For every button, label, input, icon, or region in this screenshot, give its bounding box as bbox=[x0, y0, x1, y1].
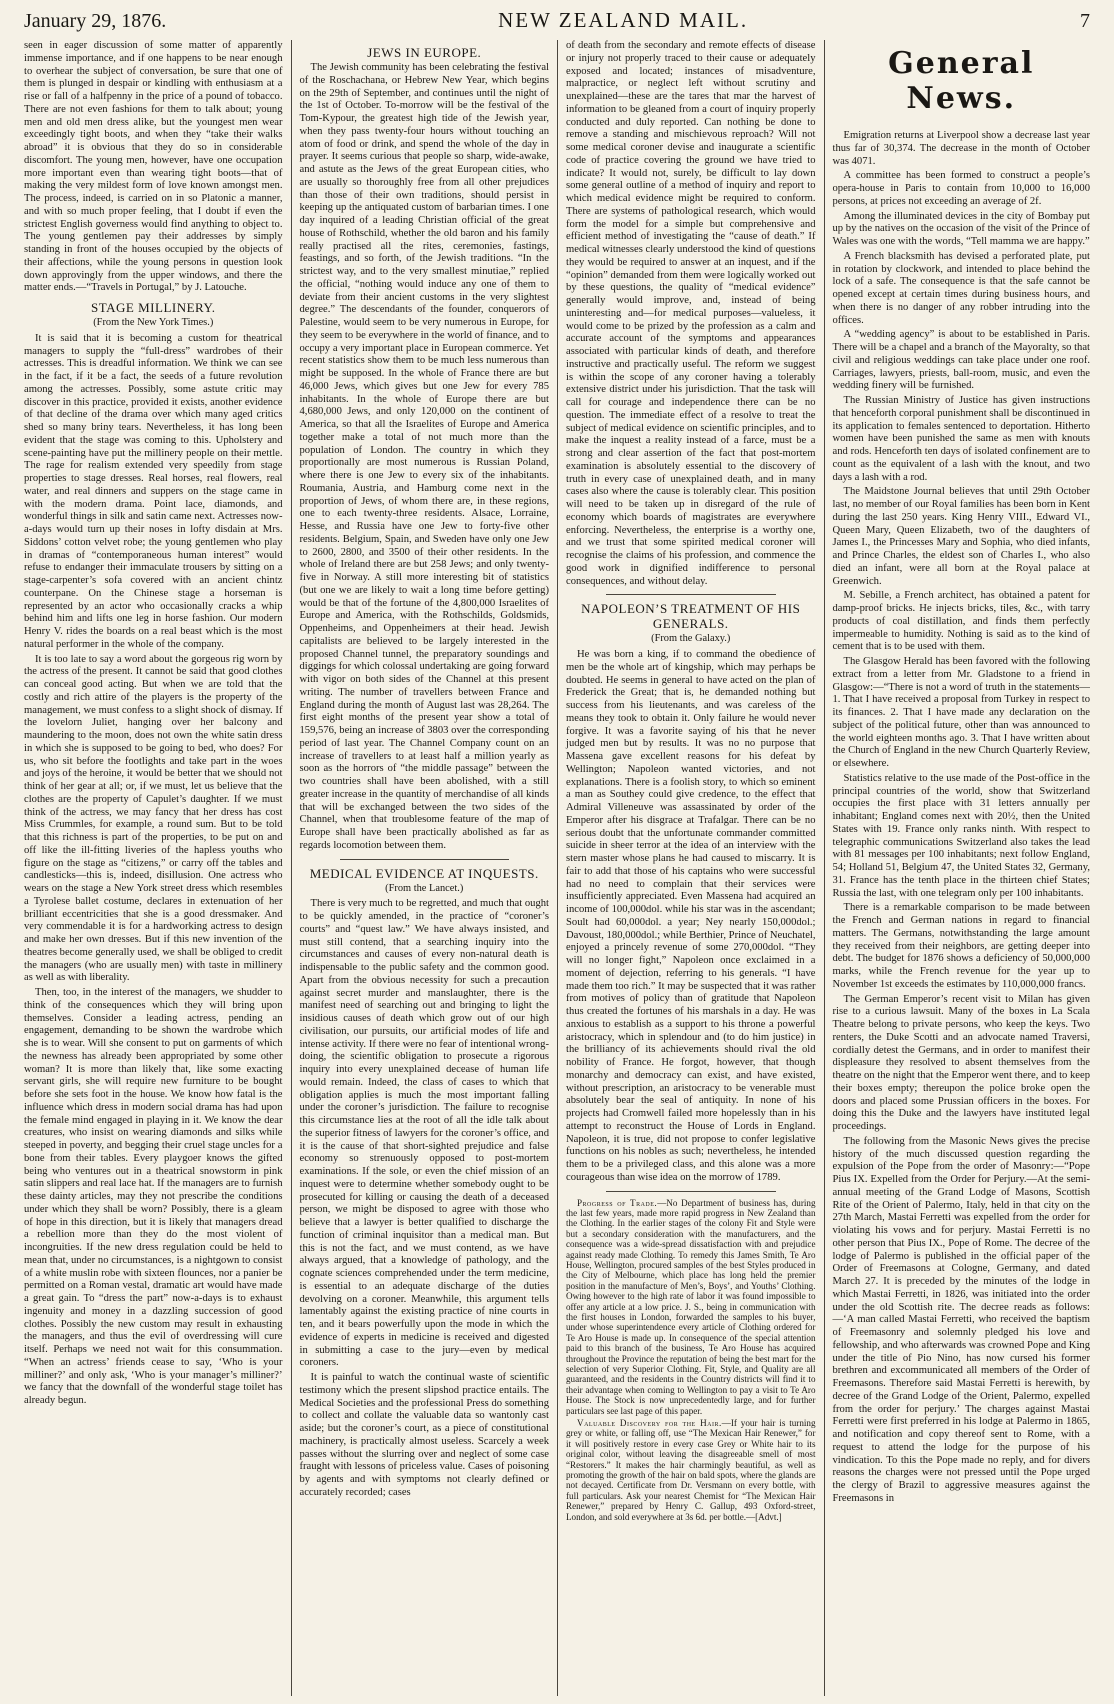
stage-millinery-heading: STAGE MILLINERY. bbox=[91, 300, 216, 315]
news-item: A committee has been formed to construct a people’s opera-house in Paris to contain from 10,000 to 16,000 persons, at prices not exceeding an average of 2f. bbox=[832, 170, 1090, 207]
article-paragraph: He was born a king, if to command the obedience of men be the whole art of kingship, which may perhaps be doubted. He seems in general to have acted on the plan of Frederick the Great; that is, he demanded nothing but success from his lieutenants, and was careless of the means they took to obtain it. Only failure he would never forgive. It was a favorite saying of his that he never judged men but by results. It was no no purpose that Massena gave excellent reasons for his defeat by Wellington; Napoleon wanted victories, and not explanations. There is a foolish story, to which so eminent a man as Southey could give credence, to the effect that Admiral Villeneuve was assassinated by order of the Emperor after his disgrace at Trafalgar. There can be no serious doubt that the unfortunate commander committed suicide in sheer terror at the idea of an interview with the stern master whose plans he had caused to miscarry. It is fair to add that those of his captains who were successful had no need to complain that their services were insufficiently appreciated. Even Massena had acquired an income of 100,000dol. while his star was in the ascendant; Soult had 60,000dol. a year; Ney nearly 150,000dol.; Davoust, 180,000dol.; while Berthier, Prince of Neuchatel, enjoyed a princely revenue of some 270,000dol. “They will no longer fight,” Napoleon once exclaimed in a moment of dejection, referring to his generals. “I have made them too rich.” It may be suspected that it was rather from motives of policy than of gratitude that Napoleon thus created the fortunes of his marshals in a day. He was anxious to establish as a support to his throne a powerful aristocracy, which in splendour and (to do him justice) in the brilliancy of its achievements should rival the old nobility of France. He forgot, however, that though monarchy and democracy can exist, and have existed, without prescription, an aristocracy to be venerable must absolutely bear the seal of antiquity. In none of his projects had Cromwell failed more hopelessly than in his attempt to reconstruct the House of Lords in England. Napoleon, it is true, did not propose to confer legislative functions on his nobles as such; nevertheless, he intended them to be a privileged class, and this alone was a more courageous than wise idea on the morrow of 1789. bbox=[566, 649, 816, 1183]
news-item: The following from the Masonic News gives the precise history of the much discussed question regarding the expulsion of the Pope from the order of Masonry:—“Pope Pius IX. Expelled from the Order for Perjury.—At the semi-annual meeting of the Grand Lodge of Masons, Scottish Rite of the Orient of Palermo, Italy, held in that city on the 27th March, Mastai Ferretti was expelled from the order for violating his vows and for perjury. Mastai Ferretti is no other person that Pius IX., Pope of Rome. The decree of the lodge of Palermo is published in the official paper of the Order of Freemasons at Cologne, Germany, and dated March 27. It is preceded by the minutes of the lodge in which Mastai Ferretti, in 1826, was initiated into the order under the old Scottish rite. The decree reads as follows: —‘A man called Mastai Ferretti, who received the baptism of Freemasonry and solemnly pledged his love and fellowship, and who afterwards was crowned Pope and King under the title of Pio Nino, has now cursed his former brethren and excommunicated all members of the Order of Freemasons. Therefore said Mastai Ferretti is herewith, by decree of the Grand Lodge of the Orient, Palermo, expelled from the order for perjury.’ The charges against Mastai Ferretti were first preferred in his lodge at Palermo in 1865, and notification and copy thereof sent to Rome, with a request to attend the lodge for the purpose of his vindication. To this the Pope made no reply, and for divers reasons the charges were not pressed until the Pope urged the clergy of Brazil to aggressive measures against the Freemasons in bbox=[832, 1135, 1090, 1504]
masthead bbox=[24, 8, 1090, 42]
advert-lead: Progress of Trade. bbox=[577, 1197, 658, 1208]
article-paragraph: There is very much to be regretted, and much that ought to be quickly amended, in the practice of “coroner’s courts” and “quest law.” We have always insisted, and must still contend, that a searching inquiry into the circumstances and causes of every non-natural death is indispensable to the public safety and the common good. Apart from the obvious necessity for such a precaution against secret murder and manslaughter, there is the manifest need of searching out and bringing to light the insidious causes of death which grow out of our high civilisation, our pursuits, our artificial modes of life and intense activity. If there were no fear of intentional wrong-doing, the scientific obligation to prosecute a rigorous inquiry into every unexplained decease of human life would remain. Indeed, the class of cases to which that obligation applies is much the most important falling under the coroner’s jurisdiction. The failure to recognise this circumstance lies at the root of all the idle talk about the superior fitness of lawyers for the coroner’s office, and it is the cause of that short-sighted prejudice and false economy so strenuously opposed to post-mortem examinations. If the sole, or even the chief mission of an inquest were to determine whether somebody ought to be prosecuted for killing or causing the death of a deceased person, we might be disposed to agree with those who believe that a lawyer is better qualified to discharge the function of criminal inquisitor than a medical man. But this is not the fact, and we must contend, as we have always argued, that a knowledge of pathology, and the cognate sciences comprehended under the term medicine, is essential to an adequate discharge of the duties devolving on a coroner. Meanwhile, this argument tells lamentably against the existing practice of nine courts in ten, and it bears powerfully upon the mode in which the evidence of experts in medicine is received and digested in submitting a case to the jury—even by medical coroners. bbox=[299, 898, 549, 1369]
general-news-heading: General News. bbox=[888, 46, 1035, 116]
news-item: M. Sebille, a French architect, has obtained a patent for damp-proof bricks. He injects bricks, tiles, &c., with tarry products of coal distillation, and finds them perfectly impermeable to humidity. Nothing is said as to the kind of cement that is to be used with them. bbox=[832, 590, 1090, 653]
article-paragraph: of death from the secondary and remote effects of disease or injury not properly traced to their cause or adequately exposed and located; instances of misadventure, malpractice, or neglect left without scrutiny and unexplained—these are the tares that mar the harvest of information to be gleaned from a court of inquiry properly conducted and duly reported. Can nothing be done to remove a standing and mischievous reproach? Will not some medical coroner devise and inaugurate a scientific code of practice covering the ground we have tried to indicate? It would not, surely, be difficult to lay down some general outline of a method of inquiry and report to which medical evidence might be required to conform. There are systems of pathological research, which would form the model for a simple but comprehensive and efficient method of investigating the “cause of death.” If medical witnesses clearly understood the kind of questions they would be required to answer at an inquest, and if the “opinion” demanded from them were logically worked out by these questions, the quality of “medical evidence” generally would improve, and, instead of being uninteresting and—for medical purposes—valueless, it would come to be prized by the profession as a calm and accurate account of the symptoms and appearances associated with particular kinds of death, and therefore instructive and practically useful. The reform we suggest is within the scope of any coroner having a tolerably extensive district under his jurisdiction. That the task will call for courage and independence there can be no question. The immediate effect of a resolve to treat the subject of medical evidence on scientific principles, and to make the inquest a reality instead of a farce, must be a strong and clear assertion of the fact that post-mortem examination is absolutely essential to the discovery of truth in every case of unexplained death, and in many cases also where the cause is tolerably clear. This position will need to be taken up in disregard of the rule of economy which boards of magistrates are everywhere enforcing. Nevertheless, the enterprise is a worthy one, and we trust that some spirited medical coroner will recognise the claims of his profession, and commence the good work in dignified indifference to personal consequences, and without delay. bbox=[566, 40, 816, 587]
news-item: Statistics relative to the use made of the Post-office in the principal countries of the world, show that Switzerland occupies the first place with 31 letters annually per inhabitant; England comes next with 20½, then the United States with 19. France only ranks ninth. With respect to telegraphic communications Switzerland also takes the lead with 81 messages per 100 inhabitants; next follow England, 54; Holland 51, Belgium 47, the United States 32, Germany, 31. France has the tenth place in the thirteen chief States; Russia the last, with one telegram only per 100 inhabitants. bbox=[832, 772, 1090, 899]
advert-paragraph bbox=[566, 1198, 816, 1417]
advert-text: —If your hair is turning grey or white, or falling off, use “The Mexican Hair Renewer,” for it will positively restore in every case Grey or White hair to its original color, without leaving the disagreeable smell of most “Restorers.” It makes the hair charmingly beautiful, as well as promoting the growth of the hair on bald spots, where the glands are not decayed. Certificate from Dr. Versmann on every bottle, with full particulars. Ask your nearest Chemist for “The Mexican Hair Renewer,” prepared by Henry C. Gallup, 493 Oxford-street, London, and sold everywhere at 3s 6d. per bottle.—[Advt.] bbox=[566, 1418, 816, 1522]
column-3 bbox=[557, 40, 824, 1696]
medical-evidence-heading: MEDICAL EVIDENCE AT INQUESTS. bbox=[309, 865, 539, 881]
news-item: Among the illuminated devices in the city of Bombay put up by the natives on the occasion of the visit of the Prince of Wales was one with the words, “Tell mamma we are happy.” bbox=[832, 210, 1090, 247]
napoleon-heading: NAPOLEON’S TREATMENT OF HIS GENERALS. bbox=[581, 601, 801, 632]
issue-date: January 29, 1876. bbox=[24, 10, 167, 32]
news-item: Emigration returns at Liverpool show a decrease last year thus far of 30,374. The decrease in the month of October was 4071. bbox=[832, 130, 1090, 167]
advert-text: —No Department of business has, during the last few years, made more rapid progress in New Zealand than the Clothing. In the earlier stages of the colony Fit and Style were but a secondary consideration with the manufacturers, and the consequence was a wide-spread dissatisfaction with and prejudice against ready made Clothing. To remedy this James Smith, Te Aro House, Wellington, procured samples of the best Styles produced in the City of Melbourne, which place has long held the premier position in the manufacture of Men’s, Boys’, and Youths’ Clothing. Owing however to the high rate of labor it was found impossible to offer any article at a low price. J. S., being in communication with the first houses in London, forwarded the samples to his buyer, under whose superintendence every article of Clothing ordered for Te Aro House is made up. In consequence of the special attention paid to this branch of the business, Te Aro House has acquired throughout the Province the reputation of being the best mart for the selection of very Superior Clothing. Fit, Style, and Quality are all guaranteed, and the residents in the Country districts will find it to their advantage when coming to Wellington to pay a visit to Te Aro House. The Stock is now unprecedentedly large, and for further particulars see last page of this paper. bbox=[566, 1197, 816, 1416]
advert-paragraph bbox=[566, 1418, 816, 1522]
news-item: There is a remarkable comparison to be made between the French and German nations in regard to financial matters. The Germans, notwithstanding the large amount they received from their neighbors, are getting deeper into debt. The budget for 1876 shows a deficiency of 50,000,000 marks, while the French revenue for the year up to November 1st exceeds the estimates by 110,000,000 francs. bbox=[832, 902, 1090, 990]
article-paragraph: It is said that it is becoming a custom for theatrical managers to supply the “full-dress” wardrobes of their actresses. This is dreadful information. We think we can see in the fact, if it be a fact, the seeds of a future revolution among the actresses. Possibly, some astute critic may discover in this practice, provided it exists, another evidence of that decline of the drama over which many aged critics shed so many briny tears. Nevertheless, it has long been evident that the stage was coming to this. Upholstery and scene-painting have put the millinery people on their mettle. The rage for realism extended very speedily from stage properties to stage dresses. Real horses, real flowers, real water, and real dinners and suppers on the stage came in with the modern drama. Point lace, diamonds, and wonderful things in silk and satin came next. Actresses now-a-days would turn up their noses in lofty disdain at Mrs. Siddons’ cotton velvet robe; the young gentlemen who play in dramas of “contemporaneous human interest” would refuse to endanger their immaculate trousers by sitting on a stage-carpenter’s sofa covered with an ancient chintz counterpane. On the Chinese stage a horseman is represented by an actor who occasionally cracks a whip behind him and lifts one leg in horse fashion. Our modern Henry V. rides the boards on a real beast which is the most natural performer in the whole of the company. bbox=[24, 332, 283, 650]
news-item: The Glasgow Herald has been favored with the following extract from a letter from Mr. Gladstone to a friend in Glasgow:—“There is not a word of truth in the statements—1. That I have received a proposal from Turkey in respect to its finances. 2. That I have made any declaration on the subject of the political future, other than was announced to the world eighteen months ago. 3. That I have written about the Church of England in the new Church Quarterly Review, or elsewhere. bbox=[832, 656, 1090, 769]
article-paragraph: It is painful to watch the continual waste of scientific testimony which the present slipshod practice entails. The Medical Societies and the professional Press do something to collect and collate the valuable data so wantonly cast aside; but the coroner’s court, as a piece of constitutional machinery, is practically almost useless. Scarcely a week passes without the slurring over and neglect of some case fraught with lessons of priceless value. Cases of poisoning by agents and with symptoms not clearly defined or accurately recorded; cases bbox=[299, 1372, 549, 1498]
divider bbox=[340, 859, 510, 860]
advert-lead: Valuable Discovery for the Hair. bbox=[577, 1418, 722, 1429]
page-number: 7 bbox=[1079, 10, 1090, 32]
news-item: A “wedding agency” is about to be established in Paris. There will be a chapel and a branch of the Mayoralty, so that civil and religious weddings can take place under one roof. Carriages, lawyers, priests, ball-room, music, and even the wedding finery will be furnished. bbox=[832, 329, 1090, 392]
news-item: The Maidstone Journal believes that until 29th October last, no member of our Royal families has been born in Kent during the last 250 years. King Henry VIII., Edward VI., Queen Mary, Queen Elizabeth, two of the daughters of James I., the Princesses Mary and Sophia, who died infants, and Prince Charles, the eldest son of Charles I., who also died an infant, were all born at the Royal palace at Greenwich. bbox=[832, 486, 1090, 587]
medical-evidence-source: (From the Lancet.) bbox=[385, 882, 464, 894]
news-item: The Russian Ministry of Justice has given instructions that henceforth corporal punishment shall be discontinued in its application to females sentenced to deportation. Hitherto women have been punished the same as men with knouts and rods. Henceforth ten days of isolated confinement are to count as the equivalent of a lash with the knout, and two days a lash with a rod. bbox=[832, 395, 1090, 483]
article-paragraph: seen in eager discussion of some matter of apparently immense importance, and if one happens to be near enough to overhear the subject of conversation, be sure that one of them is plunged in despair or kindling with enthusiasm at a rise or fall of a halfpenny in the price of a pound of tobacco. There are not even fashions for them to talk about; young men and old men dress alike, but the youngest men wear exceedingly tight boots, and when they “take their walks abroad” it is obvious that they do so in considerable discomfort. The young men, however, have one occupation more important even than wearing tight boots—that of making the very mildest form of love known amongst men. The process, indeed, is carried on in so Platonic a manner, and with so much proper feeling, that I doubt if even the strictest English governess would find anything to object to. The young gentlemen pay their addresses by simply standing in front of the houses occupied by the objects of their affections, while the young persons in question look down approvingly from the upper windows, and there the matter ends.—“Travels in Portugal,” by J. Latouche. bbox=[24, 40, 283, 294]
jews-in-europe-heading: JEWS IN EUROPE. bbox=[367, 45, 482, 60]
column-2 bbox=[291, 40, 558, 1696]
stage-millinery-source: (From the New York Times.) bbox=[93, 317, 214, 328]
advertisements bbox=[566, 1198, 816, 1523]
article-paragraph: It is too late to say a word about the gorgeous rig worn by the actress of the present. It cannot be said that good clothes can conceal good acting. But when we are told that the costly and rich attire of the players is the property of the management, we must confess to a slight shock of dismay. If the lovelorn Juliet, hanging over her balcony and maundering to the moon, does not own the white satin dress in which she is supposed to be going to bed, who does? For us, who sit before the footlights and take part in the woes and joys of the heroine, it would be better that we should not think of her gear at all; or, if we must, let us believe that the clothes are the property of Capulet’s daughter. If we must think of the actress, we may fancy that her dress has cost Miss Crummles, for example, a round sum. But to be told that this richness is part of the properties, to be put on and off like the ill-fitting liveries of the hapless youths who figure on the stage as “citizens,” or carry off the tables and candlesticks—this is, indeed, disillusion. One actress who wears on the stage a New York street dress which resembles a Tyrolese ballet costume, declares in extenuation of her brilliant eccentricities that she is a good dressmaker. And very commendable it is for a hardworking actress to design and make her own dresses. But if this new invention of the theatres become generally used, we shall be obliged to credit the managers (who are usually men) with taste in millinery as well as with liberality. bbox=[24, 653, 283, 984]
article-paragraph: The Jewish community has been celebrating the festival of the Roschachana, or Hebrew New Year, which begins on the 29th of September, and continues until the night of the 1st of October. To-morrow will be the festival of the Tom-Kypour, the greatest high tide of the Jewish year, when they pass twenty-four hours without touching an atom of food or drink, and spend the whole of the day in prayer. It seems curious that people so sharp, wide-awake, and astute as the Jews of the great European cities, who are usually so thoroughly free from all other prejudices than those of their own traditions, should persist in keeping up the antiquated custom of barbarian times. I one day inquired of a leading Christian official of the great house of Rothschild, whether the old baron and his family really practised all the rites, ceremonies, fastings, feastings, and so forth, of the Jewish traditions. “In the strictest way, and to the very smallest minutiae,” replied the official, “nothing would induce any one of them to deviate from their ancient customs in the very slightest degree.” The descendants of the founder, conquerors of Palestine, would seem to be very numerous in Europe, for they seem to be everywhere in the world of finance, and to occupy a very important place in European commerce. Yet recent statistics show them to be much less numerous than might be supposed. In the whole of France there are but 46,000 Jews, which gives but one Jew for every 785 inhabitants. In the whole of Europe there are but 4,680,000 Jews, and only 120,000 on the continent of America, so that all the Israelites of Europe and America together make a total of not much more than the population of London. The country in which they proportionally are most numerous is Russian Poland, where there is one Jew to every six of the inhabitants. Roumania, Austria, and Hamburg come next in the proportion of Jews, of whom there are, in these regions, one to each twenty-three residents. Alsace, Lorraine, Hesse, and Russia have one Jew to forty-five other residents. Belgium, Spain, and Sweden have only one Jew to 2600, 2800, and 3500 of their other residents. In the whole of Ireland there are but 258 Jews; and only twenty-five in Norway. A still more interesting bit of statistics (but one we are likely to wait a long time before getting) would be that of the fortune of the 4,800,000 Israelites of Europe and America, with the Rothschilds, Goldsmids, Oppenheims, and Oppenheimers at their head. Jewish capitalists are believed to be largely interested in the proposed Channel tunnel, the preparatory soundings and diggings for which colossal undertaking are going forward with vigor on both sides of the Channel at this present writing. The number of travellers between France and England during the month of August last was 28,264. The first eight months of the present year show a total of 159,576, being an increase of 3803 over the corresponding period of last year. The Channel Company count on an increase of travellers to at least half a million yearly as soon as the horrors of “the middle passage” between the two countries shall have been abolished, with a still greater increase in the quantity of merchandise of all kinds that will be exchanged between the two sides of the Channel, when that troublesome feature of the map of Europe shall have been practically abolished as far as regards locomotion between them. bbox=[299, 62, 549, 851]
columns bbox=[24, 40, 1090, 1696]
divider bbox=[606, 1191, 776, 1192]
news-item: A French blacksmith has devised a perforated plate, put in rotation by clockwork, and intended to place behind the lock of a safe. The consequence is that the safe cannot be opened except at certain times during business hours, and when there is no danger of any robber intruding into the offices. bbox=[832, 250, 1090, 326]
column-1 bbox=[24, 40, 291, 1696]
article-paragraph: Then, too, in the interest of the managers, we shudder to think of the consequences which they will bring upon themselves. Consider a leading actress, pending an engagement, demanding to be shown the wardrobe which she is to wear. Will she consent to put on garments of which the newness has already been appropriated by some other woman? It is more than likely that, like some exacting servant girls, she will require new furniture to be bought before she sets foot in the house. We know how fatal is the influence which dress in modern social drama has had upon the female mind engaged in playing in it. We know the dear creatures, who insist on wearing diamonds and silks while steeped in poverty, and begging their cruel stage uncles for a bone from their tables. Every playgoer knows the gifted being who ventures out in a theatrical snowstorm in pink satin slippers and real lace hat. If the managers are to furnish these dainty articles, may they not prescribe the conditions under which they shall be worn? Possibly, there is a gleam of hope in this direction, but it is likely that managers dread a rebellion more than they do the most violent of incongruities. If the new dress regulation could be held to mean that, under no circumstances, is a nightgown to consist of a white muslin robe with sixteen flounces, nor a panier be permitted on a Roman vestal, dramatic art would have made a great gain. To “dress the part” now-a-days is to exhaust ingenuity and money in a dazzling succession of good clothes. Possibly the new custom may result in exhausting the managers, and thus the evil of overdressing will cure itself. Perhaps we need not wait for this consummation. “When an actress’ friends cease to say, ‘Who is your milliner?’ and only ask, ‘Who is your manager’s milliner?’ we fancy that the downfall of the wonderful stage toilet has already begun. bbox=[24, 987, 283, 1406]
newspaper-title: NEW ZEALAND MAIL. bbox=[498, 8, 749, 32]
napoleon-source: (From the Galaxy.) bbox=[651, 633, 731, 645]
news-item: The German Emperor’s recent visit to Milan has given rise to a curious lawsuit. Many of the boxes in La Scala Theatre belong to private persons, who keep the keys. Two renters, the Duke Scotti and an advocate named Traversi, cordially detest the Germans, and in order to manifest their displeasure they resolved to absent themselves from the theatre on the night that the Emperor went there, and to keep their boxes empty; thereupon the police broke open the doors and placed some Prussian officers in the boxes. For doing this the Duke and the lawyers have instituted legal proceedings. bbox=[832, 993, 1090, 1132]
divider bbox=[606, 594, 776, 595]
column-4 bbox=[824, 40, 1091, 1696]
